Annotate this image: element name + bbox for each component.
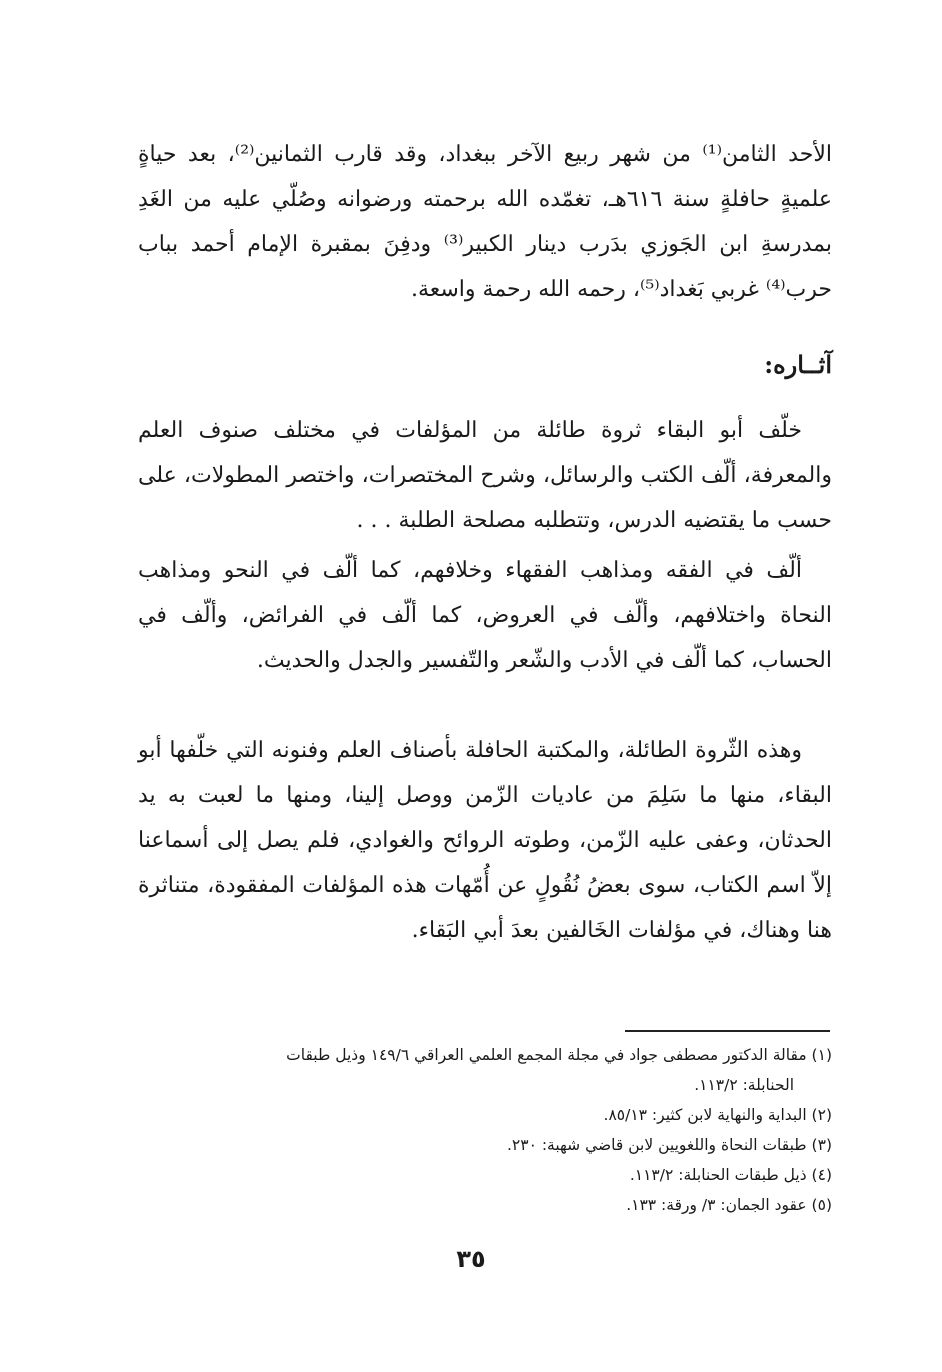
footnote-3: (٣) طبقات النحاة واللغويين لابن قاضي شهبة: ٢٣٠. bbox=[506, 1136, 832, 1154]
section-heading-works: آثــاره: bbox=[764, 350, 832, 379]
footnote-2: (٢) البداية والنهاية لابن كثير: ٨٥/١٣. bbox=[603, 1106, 832, 1124]
footnote-5: (٥) عقود الجمان: ٣/ ورقة: ١٣٣. bbox=[626, 1196, 832, 1214]
paragraph-death-and-burial: الأحد الثامن⁽¹⁾ من شهر ربيع الآخر ببغداد، وقد قارب الثمانين⁽²⁾، بعد حياةٍ علميةٍ حافلةٍ سنة ٦١٦هـ، تغمّده الله برحمته ورضوانه وصُلّي عليه من الغَدِ بمدرسةِ ابن الجَوزي بدَرب دينار الكبير⁽³⁾ ودفِنَ بمقبرة الإمام أحمد بباب حرب⁽⁴⁾ غربي بَغداد⁽⁵⁾، رحمه الله رحمة واسعة. bbox=[138, 142, 833, 302]
footnote-1: (١) مقالة الدكتور مصطفى جواد في مجلة المجمع العلمي العراقي ١٤٩/٦ وذيل طبقات bbox=[286, 1046, 832, 1064]
page-number: ٣٥ bbox=[456, 1245, 486, 1273]
paragraph-works-intro: خلّف أبو البقاء ثروة طائلة من المؤلفات في مختلف صنوف العلم والمعرفة، ألّف الكتب والرسائل، وشرح المختصرات، واختصر المطولات، على حسب ما يقتضيه الدرس، وتتطلبه مصلحة الطلبة . . . bbox=[138, 418, 832, 533]
footnotes-section bbox=[138, 1040, 832, 1220]
paragraph-works-subjects: ألّف في الفقه ومذاهب الفقهاء وخلافهم، كما ألّف في النحو ومذاهب النحاة واختلافهم، وألّف في العروض، كما ألّف في الفرائض، وألّف في الحساب، كما ألّف في الأدب والشّعر والتّفسير والجدل والحديث. bbox=[138, 558, 832, 673]
footnote-separator bbox=[625, 1030, 830, 1032]
footnote-4: (٤) ذيل طبقات الحنابلة: ١١٣/٢. bbox=[629, 1166, 832, 1184]
footnote-1-continuation: الحنابلة: ١١٣/٢. bbox=[694, 1076, 794, 1094]
paragraph-works-survival: وهذه الثّروة الطائلة، والمكتبة الحافلة بأصناف العلم وفنونه التي خلّفها أبو البقاء، منها ما سَلِمَ من عاديات الزّمن ووصل إلينا، ومنها ما لعبت به يد الحدثان، وعفى عليه الزّمن، وطوته الروائح والغوادي، فلم يصل إلى أسماعنا إلاّ اسم الكتاب، سوى بعضُ نُقُولٍ عن أُمّهات هذه المؤلفات المفقودة، متناثرة هنا وهناك، في مؤلفات الخَالفين بعدَ أبي البَقاء. bbox=[138, 738, 832, 943]
